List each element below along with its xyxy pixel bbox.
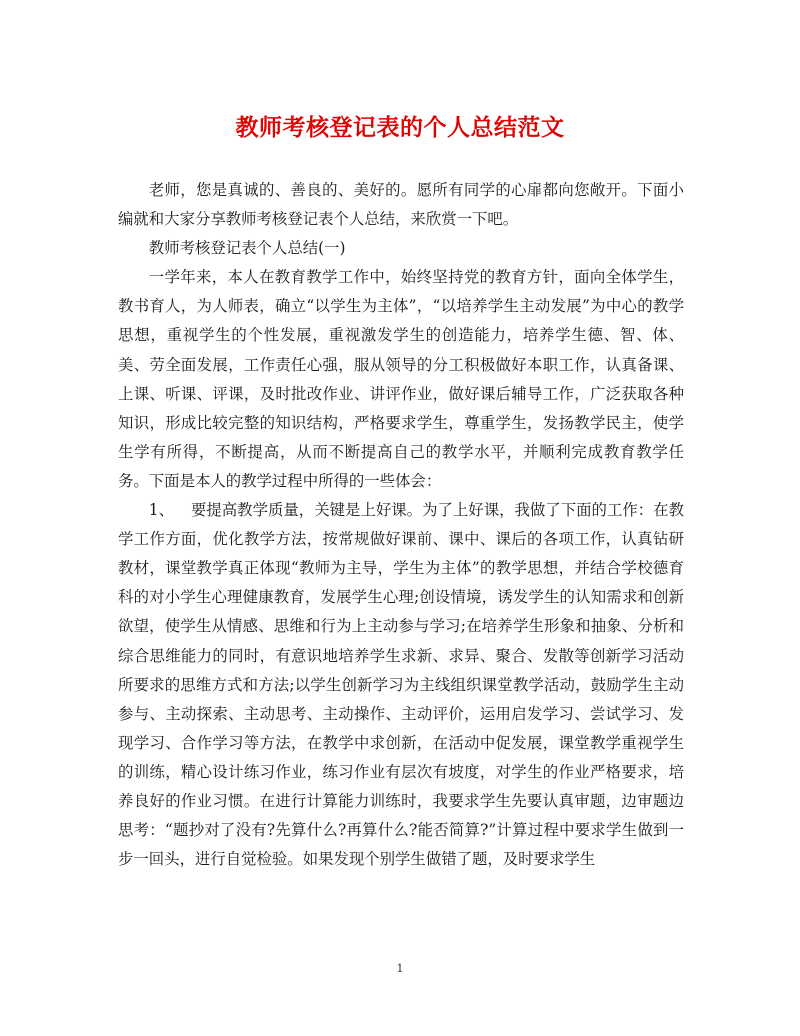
body-paragraph: 一学年来，本人在教育教学工作中，始终坚持党的教育方针，面向全体学生，教书育人，为人师表，确立“以学生为主体”，“以培养学生主动发展”为中心的教学思想，重视学生的个性发展，重视激发学生的创造能力，培养学生德、智、体、美、劳全面发展，工作责任心强，服从领导的分工积极做好本职工作，认真备课、上课、听课、评课，及时批改作业、讲评作业，做好课后辅导工作，广泛获取各种知识，形成比较完整的知识结构，严格要求学生，尊重学生，发扬教学民主，使学生学有所得，不断提高，从而不断提高自己的教学水平，并顺利完成教育教学任务。下面是本人的教学过程中所得的一些体会： xyxy=(118,268,684,490)
item-number: 1、 xyxy=(148,501,175,520)
document-title: 教师考核登记表的个人总结范文 xyxy=(235,114,565,141)
page-number: 1 xyxy=(396,962,404,975)
intro-paragraph: 老师，您是真诚的、善良的、美好的。愿所有同学的心扉都向您敞开。下面小编就和大家分享教师考核登记表个人总结，来欣赏一下吧。 xyxy=(118,181,684,229)
document-body xyxy=(118,176,684,874)
numbered-paragraph xyxy=(118,496,684,874)
item-text: 要提高教学质量，关键是上好课。为了上好课，我做了下面的工作：在教学工作方面，优化教学方法，按常规做好课前、课中、课后的各项工作，认真钻研教材，课堂教学真正体现“教师为主导，学生为主体”的教学思想，并结合学校德育科的对小学生心理健康教育，发展学生心理;创设情境，诱发学生的认知需求和创新欲望，使学生从情感、思维和行为上主动参与学习;在培养学生形象和抽象、分析和综合思维能力的同时，有意识地培养学生求新、求异、聚合、发散等创新学习活动所要求的思维方式和方法;以学生创新学习为主线组织课堂教学活动，鼓励学生主动参与、主动探索、主动思考、主动操作、主动评价，运用启发学习、尝试学习、发现学习、合作学习等方法，在教学中求创新，在活动中促发展，课堂教学重视学生的训练，精心设计练习作业，练习作业有层次有坡度，对学生的作业严格要求，培养良好的作业习惯。在进行计算能力训练时，我要求学生先要认真审题，边审题边思考：“题抄对了没有?先算什么?再算什么?能否简算?”计算过程中要求学生做到一步一回头，进行自觉检验。如果发现个别学生做错了题，及时要求学生 xyxy=(118,501,684,869)
section-heading: 教师考核登记表个人总结(一) xyxy=(148,239,346,258)
